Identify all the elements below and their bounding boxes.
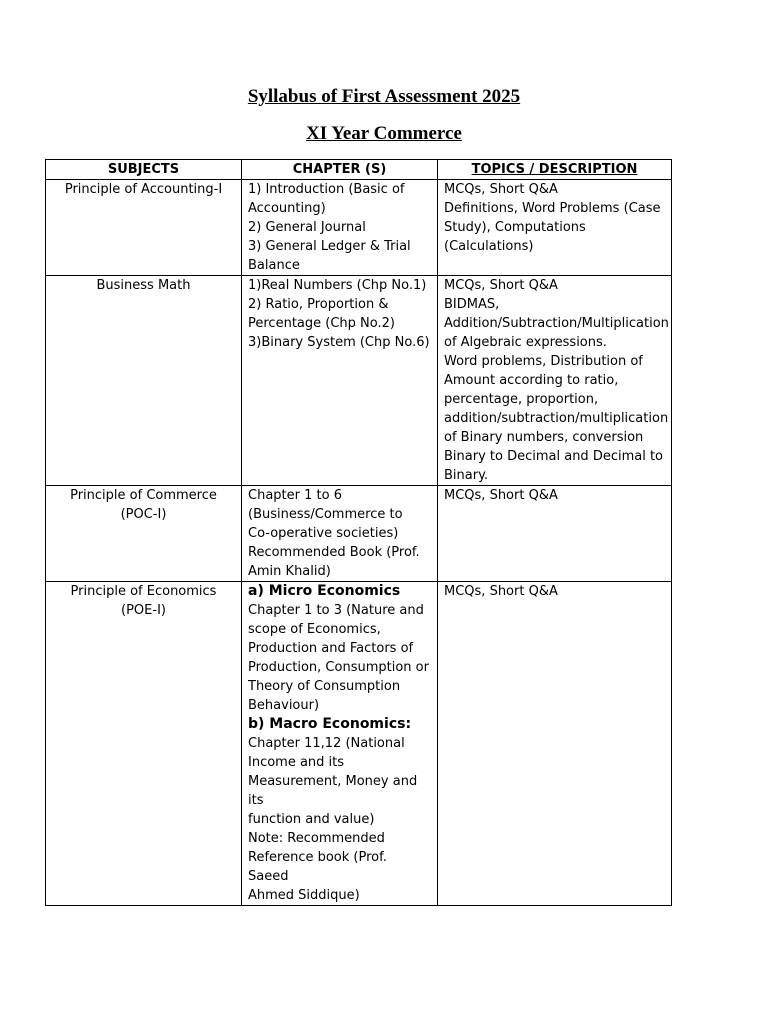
topic-line: MCQs, Short Q&A <box>444 182 558 197</box>
chapter-line: Recommended Book (Prof. <box>248 545 420 560</box>
topic-line: Addition/Subtraction/Multiplication <box>444 316 669 331</box>
table-header-row <box>46 160 672 180</box>
subject-name: Principle of Accounting-I <box>64 182 223 197</box>
chapters-cell <box>242 582 438 906</box>
topic-line: BIDMAS, <box>444 297 500 312</box>
table-row-commerce <box>46 486 672 582</box>
subject-name: Principle of Economics <box>70 584 217 599</box>
topics-cell <box>438 276 672 486</box>
topic-line: percentage, proportion, <box>444 392 599 407</box>
chapter-line: Ahmed Siddique) <box>248 888 360 903</box>
subject-cell <box>46 582 242 906</box>
chapter-line: 1)Real Numbers (Chp No.1) <box>248 278 427 293</box>
syllabus-table <box>45 159 672 906</box>
topic-line: Binary to Decimal and Decimal to <box>444 449 664 464</box>
chapter-line: 2) Ratio, Proportion & <box>248 297 389 312</box>
chapter-line: Percentage (Chp No.2) <box>248 316 395 331</box>
topic-line: of Binary numbers, conversion <box>444 430 644 445</box>
document-title: Syllabus of First Assessment 2025 <box>247 86 521 107</box>
topic-line: MCQs, Short Q&A <box>444 488 558 503</box>
chapter-line: Chapter 1 to 3 (Nature and <box>248 603 424 618</box>
chapter-line: Production and Factors of <box>248 641 414 656</box>
chapter-line: (Business/Commerce to <box>248 507 403 522</box>
chapter-line: Balance <box>248 258 300 273</box>
chapter-line: Theory of Consumption <box>248 679 401 694</box>
chapters-cell <box>242 486 438 582</box>
chapter-line: function and value) <box>248 812 375 827</box>
topic-line: Amount according to ratio, <box>444 373 619 388</box>
chapter-line: 1) Introduction (Basic of <box>248 182 405 197</box>
header-subjects: SUBJECTS <box>46 160 242 180</box>
chapter-line: Note: Recommended <box>248 831 385 846</box>
chapter-line: scope of Economics, <box>248 622 381 637</box>
chapter-line: 3)Binary System (Chp No.6) <box>248 335 430 350</box>
chapter-line: Income and its <box>248 755 345 770</box>
chapter-line: Reference book (Prof. Saeed <box>248 850 387 884</box>
subject-name: Principle of Commerce <box>70 488 217 503</box>
subject-cell <box>46 180 242 276</box>
chapter-line: 2) General Journal <box>248 220 366 235</box>
topic-line: Definitions, Word Problems (Case <box>444 201 661 216</box>
chapter-line: Behaviour) <box>248 698 320 713</box>
subject-code: (POE-I) <box>121 603 166 618</box>
table-row-business-math <box>46 276 672 486</box>
chapter-line: 3) General Ledger & Trial <box>248 239 411 254</box>
chapter-line: Production, Consumption or <box>248 660 429 675</box>
topics-cell <box>438 180 672 276</box>
topic-line: Study), Computations (Calculations) <box>444 220 586 254</box>
chapter-line: Accounting) <box>248 201 326 216</box>
table-row-accounting <box>46 180 672 276</box>
subject-name: Business Math <box>96 278 191 293</box>
header-topics <box>438 160 672 180</box>
chapters-cell <box>242 276 438 486</box>
micro-economics-heading: a) Micro Economics <box>248 583 401 599</box>
chapter-line: Measurement, Money and its <box>248 774 418 808</box>
table-row-economics <box>46 582 672 906</box>
subject-cell <box>46 486 242 582</box>
topic-line: MCQs, Short Q&A <box>444 278 558 293</box>
chapter-line: Amin Khalid) <box>248 564 331 579</box>
chapter-line: Chapter 1 to 6 <box>248 488 342 503</box>
topic-line: Word problems, Distribution of <box>444 354 643 369</box>
topic-line: addition/subtraction/multiplication <box>444 411 669 426</box>
topic-line: Binary. <box>444 468 489 483</box>
chapter-line: Co-operative societies) <box>248 526 399 541</box>
topics-cell <box>438 582 672 906</box>
topics-cell <box>438 486 672 582</box>
header-topics-label: TOPICS / DESCRIPTION <box>471 162 638 177</box>
topic-line: of Algebraic expressions. <box>444 335 607 350</box>
subject-cell <box>46 276 242 486</box>
topic-line: MCQs, Short Q&A <box>444 584 558 599</box>
subject-code: (POC-I) <box>120 507 167 522</box>
document-subtitle: XI Year Commerce <box>306 123 462 144</box>
chapter-line: Chapter 11,12 (National <box>248 736 405 751</box>
chapters-cell <box>242 180 438 276</box>
macro-economics-heading: b) Macro Economics: <box>248 716 412 732</box>
header-chapters: CHAPTER (S) <box>242 160 438 180</box>
